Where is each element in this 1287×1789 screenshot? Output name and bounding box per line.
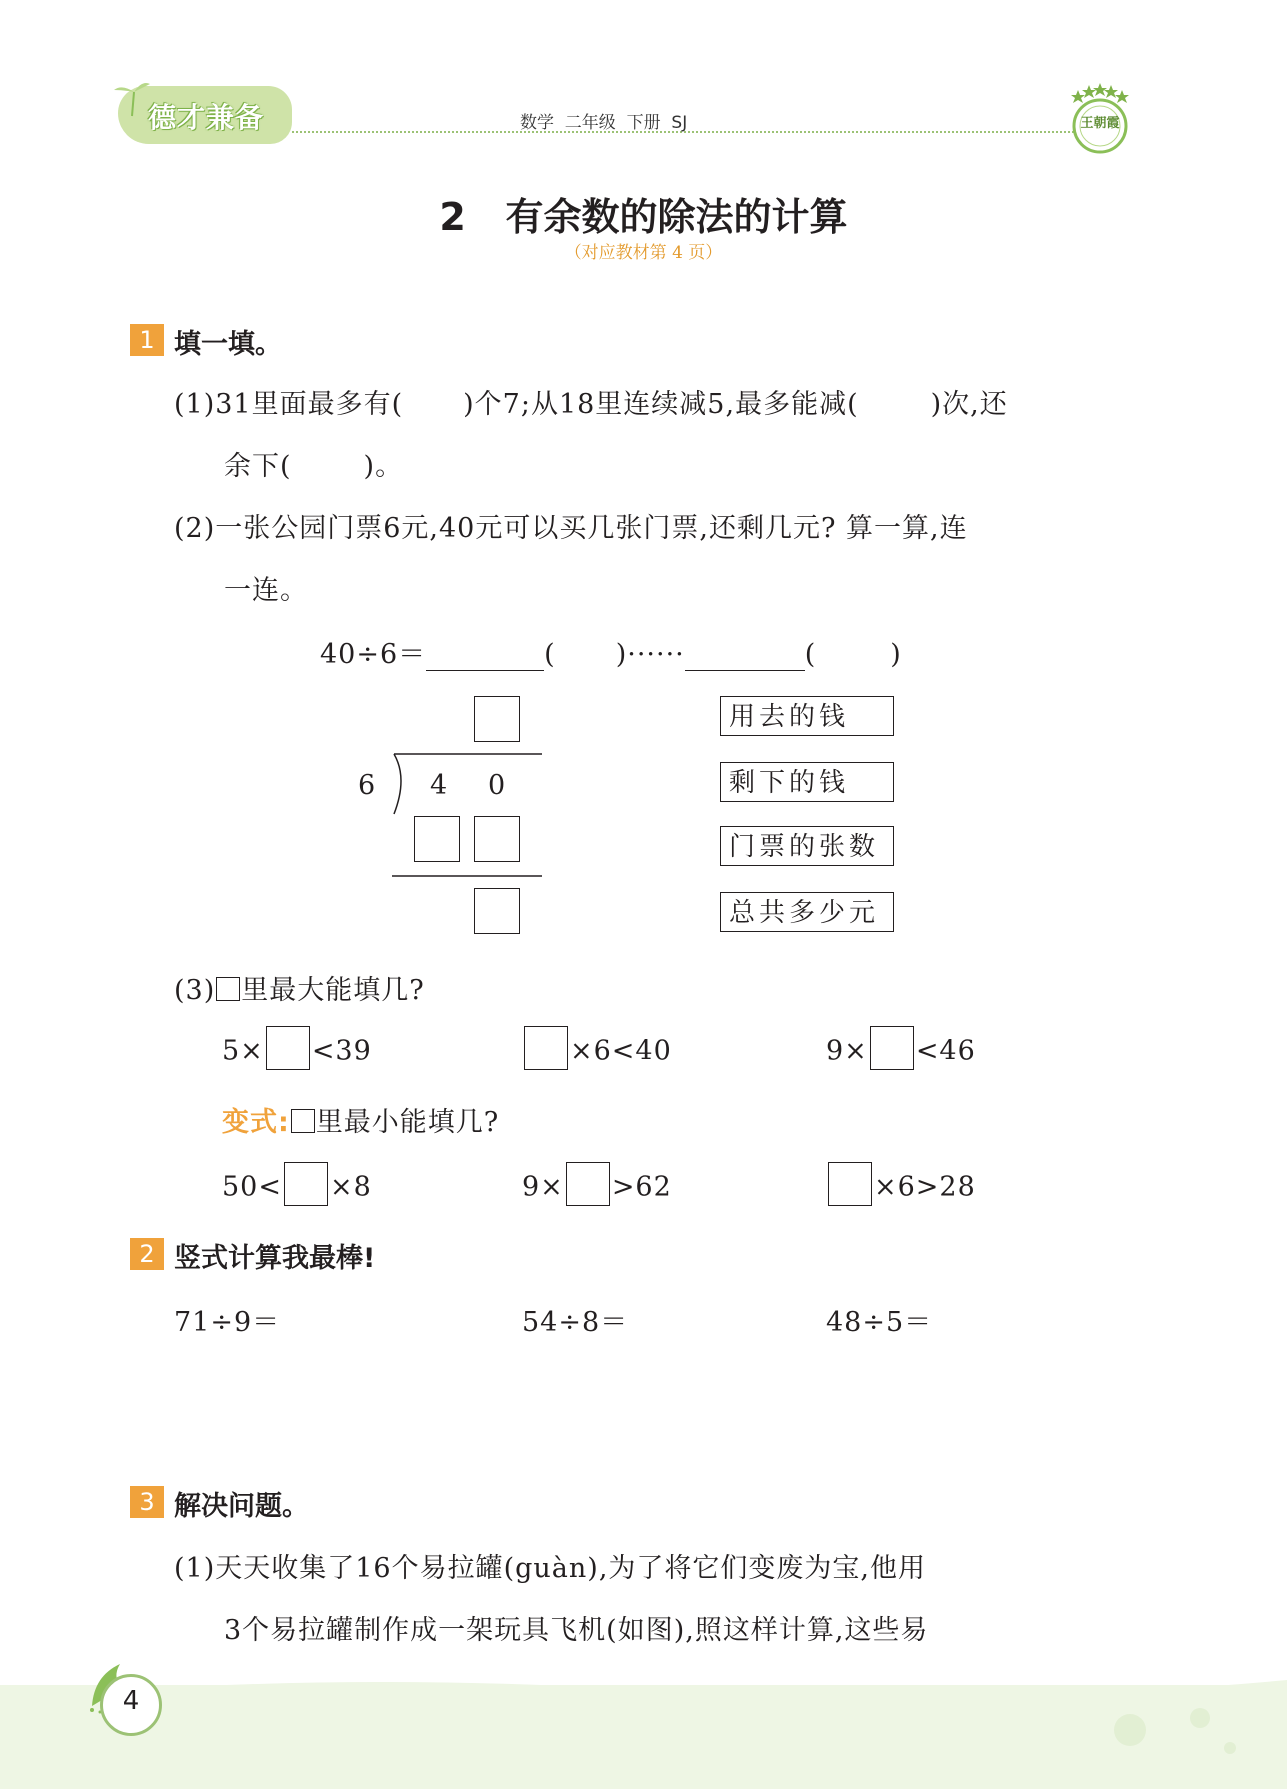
q3-suffix: 里最大能填几? (241, 975, 425, 1006)
eq-paren-close: ) (890, 639, 902, 670)
square-symbol (216, 977, 240, 1001)
product-ones-box[interactable] (474, 816, 520, 862)
problem-3: 48÷5＝ (826, 1307, 933, 1338)
q3-item-3-right: <46 (915, 1035, 976, 1067)
q1-text-a: (1)31里面最多有( (174, 389, 404, 420)
s3-q1-line-2: 3个易拉罐制作成一架玩具飞机(如图),照这样计算,这些易 (224, 1615, 929, 1646)
q1-text-d: 余下( (224, 451, 292, 482)
q3-item-2-box[interactable] (524, 1026, 568, 1070)
label-money-left[interactable]: 剩下的钱 (720, 762, 894, 802)
variant-item-1 (222, 1166, 372, 1210)
variant-suffix: 里最小能填几? (315, 1107, 500, 1138)
q3-item-3-box[interactable] (870, 1026, 914, 1070)
badge-name: 王朝霞 (1080, 116, 1120, 131)
label-total-money[interactable]: 总共多少元 (720, 892, 894, 932)
variant-item-2-box[interactable] (566, 1162, 610, 1206)
q3-item-2 (522, 1030, 672, 1074)
variant-item-1-box[interactable] (284, 1162, 328, 1206)
q3-item-1-right: <39 (311, 1035, 372, 1067)
product-tens-box[interactable] (414, 816, 460, 862)
division-equation (320, 632, 902, 671)
q3-item-2-right: ×6<40 (570, 1035, 672, 1067)
work-area[interactable] (174, 1350, 1124, 1470)
q1-text-c: )次,还 (930, 389, 1008, 420)
variant-item-2-left: 9× (522, 1171, 564, 1203)
square-symbol-2 (291, 1109, 315, 1133)
variant-item-3-box[interactable] (828, 1162, 872, 1206)
page-title: 2 有余数的除法的计算 (439, 195, 848, 239)
variant-item-3 (826, 1166, 976, 1210)
remainder-box[interactable] (474, 888, 520, 934)
divisor: 6 (358, 770, 377, 801)
problem-2: 54÷8＝ (522, 1307, 629, 1338)
label-ticket-count[interactable]: 门票的张数 (720, 826, 894, 866)
section-3-title: 解决问题。 (174, 1491, 309, 1522)
s3-q1-line-1: (1)天天收集了16个易拉罐(guàn),为了将它们变废为宝,他用 (174, 1553, 926, 1584)
eq-start: 40÷6＝ (320, 639, 427, 670)
q3-prefix: (3) (174, 975, 216, 1006)
q1-text-b: )个7;从18里连续减5,最多能减( (463, 389, 859, 420)
section-2-title: 竖式计算我最棒! (174, 1243, 376, 1274)
variant-line (222, 1100, 499, 1139)
eq-paren-open: ( (544, 639, 556, 670)
section-2-number: 2 (130, 1238, 164, 1270)
textbook-reference: （对应教材第 4 页） (564, 243, 723, 263)
dividend-tens: 4 (430, 770, 449, 801)
dividend-ones: 0 (488, 770, 507, 801)
palm-leaf-icon (112, 78, 152, 118)
eq-quotient-blank[interactable] (426, 642, 544, 671)
q2-line-2: 一连。 (224, 575, 308, 606)
q3-item-3-left: 9× (826, 1035, 868, 1067)
q3-item-3 (826, 1030, 976, 1074)
q1-text-e: )。 (363, 451, 404, 482)
section-1-number: 1 (130, 324, 164, 356)
variant-item-1-right: ×8 (329, 1171, 372, 1203)
q1-line-1 (174, 382, 1008, 421)
eq-middle: )······ (615, 639, 685, 670)
long-division-bracket (386, 748, 546, 878)
quotient-box[interactable] (474, 696, 520, 742)
footer-bubbles (1090, 1700, 1250, 1770)
variant-item-2 (522, 1166, 672, 1210)
problem-1: 71÷9＝ (174, 1307, 281, 1338)
q3-line (174, 968, 425, 1007)
variant-item-3-right: ×6>28 (874, 1171, 976, 1203)
q1-line-2 (224, 444, 403, 483)
eq-paren-open-2: ( (804, 639, 817, 670)
section-1-title: 填一填。 (174, 329, 282, 360)
logo-text: 德才兼备 (148, 101, 265, 134)
page-number: 4 (122, 1686, 140, 1716)
variant-item-1-left: 50< (222, 1171, 282, 1203)
header-subject: 数学 二年级 下册 SJ (520, 113, 688, 133)
q3-item-1-left: 5× (222, 1035, 264, 1067)
variant-label: 变式: (222, 1107, 290, 1138)
q2-line-1: (2)一张公园门票6元,40元可以买几张门票,还剩几元? 算一算,连 (174, 513, 968, 544)
section-3-number: 3 (130, 1486, 164, 1518)
label-money-used[interactable]: 用去的钱 (720, 696, 894, 736)
variant-item-2-right: >62 (611, 1171, 672, 1203)
q3-item-1 (222, 1030, 372, 1074)
q3-item-1-box[interactable] (266, 1026, 310, 1070)
eq-remainder-blank[interactable] (685, 642, 805, 671)
